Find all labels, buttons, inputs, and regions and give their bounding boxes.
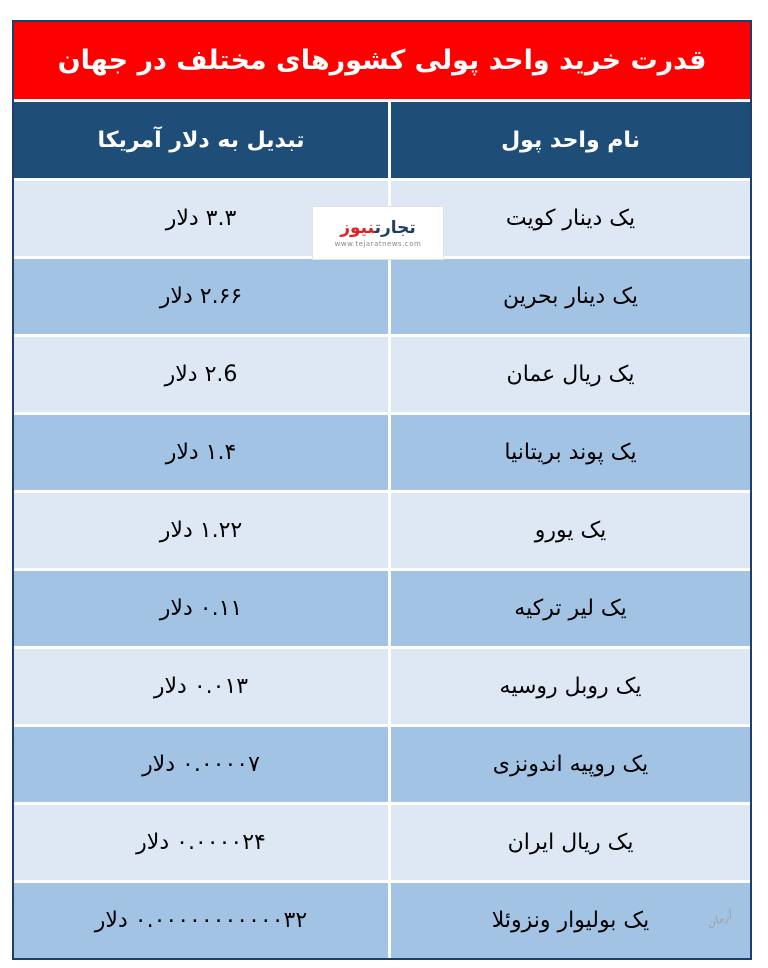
usd-value-cell: ۲.۶۶ دلار <box>14 259 388 334</box>
usd-value-cell: ۰.۰۰۰۰۷ دلار <box>14 727 388 802</box>
usd-value-cell: ۲.6 دلار <box>14 337 388 412</box>
watermark-url: www.tejaratnews.com <box>334 240 422 248</box>
currency-name-cell: یک پوند بریتانیا <box>388 415 750 490</box>
header-currency-name: نام واحد پول <box>388 102 750 178</box>
table-body <box>14 178 750 958</box>
currency-name-cell: یک ریال ایران <box>388 805 750 880</box>
table-row <box>14 490 750 568</box>
table-row <box>14 880 750 958</box>
watermark-brand <box>340 218 416 238</box>
currency-name-cell: یک ریال عمان <box>388 337 750 412</box>
currency-name-cell: یک روبل روسیه <box>388 649 750 724</box>
table-row <box>14 802 750 880</box>
currency-name-cell: یک یورو <box>388 493 750 568</box>
currency-name-cell: یک لیر ترکیه <box>388 571 750 646</box>
table-header-row <box>14 102 750 178</box>
table-row <box>14 568 750 646</box>
table-row <box>14 334 750 412</box>
table-title: قدرت خرید واحد پولی کشورهای مختلف در جهان <box>14 22 750 102</box>
watermark-brand-part2: نیوز <box>340 218 375 238</box>
table-row <box>14 256 750 334</box>
currency-name-cell: یک دینار کویت <box>388 181 750 256</box>
currency-name-cell: یک بولیوار ونزوئلا <box>388 883 750 958</box>
usd-value-cell: ۰.۰۱۳ دلار <box>14 649 388 724</box>
currency-name-cell: یک دینار بحرین <box>388 259 750 334</box>
usd-value-cell: ۰.۰۰۰۰۰۰۰۰۰۰۰۳۲ دلار <box>14 883 388 958</box>
table-row <box>14 412 750 490</box>
usd-value-cell: ۰.۰۰۰۰۲۴ دلار <box>14 805 388 880</box>
header-usd-value: تبدیل به دلار آمریکا <box>14 102 388 178</box>
watermark-brand-part1: تجارت <box>374 218 416 238</box>
usd-value-cell: ۱.۲۲ دلار <box>14 493 388 568</box>
corner-logo-text: آرمان <box>704 908 734 930</box>
table-row <box>14 646 750 724</box>
table-row <box>14 724 750 802</box>
currency-name-cell: یک روپیه اندونزی <box>388 727 750 802</box>
usd-value-cell: ۳.۳ دلار <box>14 181 388 256</box>
table-frame <box>12 20 752 960</box>
usd-value-cell: ۰.۱۱ دلار <box>14 571 388 646</box>
usd-value-cell: ۱.۴ دلار <box>14 415 388 490</box>
tejaratnews-watermark-logo <box>312 206 444 260</box>
